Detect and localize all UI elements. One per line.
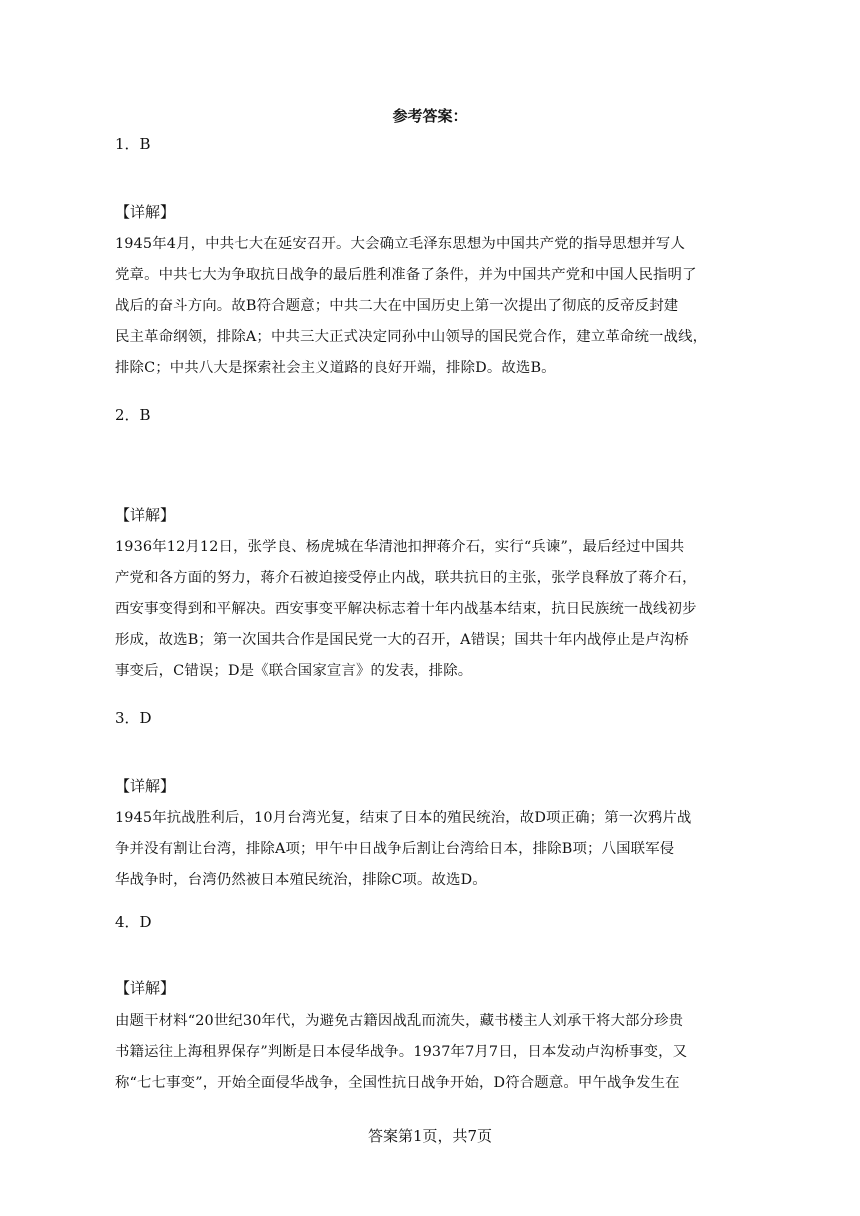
answer-label: 3．D	[115, 709, 152, 727]
detail-line: 形成，故选B；第一次国共合作是国民党一大的召开，A错误；国共十年内战停止是卢沟桥	[115, 632, 689, 648]
detail-line: 党章。中共七大为争取抗日战争的最后胜利准备了条件，并为中国共产党和中国人民指明了	[115, 267, 697, 283]
detail-line: 1936年12月12日，张学良、杨虎城在华清池扣押蒋介石，实行“兵谏”，最后经过中国共	[115, 539, 685, 555]
page-footer: 答案第1页，共7页	[367, 1127, 493, 1145]
detail-heading: 【详解】	[115, 203, 176, 221]
detail-line: 由题干材料“20世纪30年代，为避免古籍因战乱而流失，藏书楼主人刘承干将大部分珍贵	[115, 1013, 684, 1029]
detail-heading: 【详解】	[115, 777, 176, 795]
detail-line: 排除C；中共八大是探索社会主义道路的良好开端，排除D。故选B。	[115, 360, 556, 376]
detail-line: 战后的奋斗方向。故B符合题意；中共二大在中国历史上第一次提出了彻底的反帝反封建	[115, 298, 679, 314]
detail-line: 称“七七事变”，开始全面侵华战争，全国性抗日战争开始，D符合题意。甲午战争发生在	[115, 1075, 680, 1091]
answer-label: 1．B	[115, 135, 151, 153]
detail-heading: 【详解】	[115, 506, 176, 524]
detail-line: 争并没有割让台湾，排除A项；甲午中日战争后割让台湾给日本，排除B项；八国联军侵	[115, 841, 675, 857]
detail-line: 1945年抗战胜利后，10月台湾光复，结束了日本的殖民统治，故D项正确；第一次鸦片战	[115, 810, 692, 826]
answer-label: 2．B	[115, 406, 151, 424]
page-title: 参考答案：	[392, 107, 468, 125]
detail-line: 书籍运往上海租界保存”判断是日本侵华战争。1937年7月7日，日本发动卢沟桥事变，又	[115, 1044, 688, 1060]
detail-line: 事变后，C错误；D是《联合国家宣言》的发表，排除。	[115, 663, 473, 679]
detail-line: 民主革命纲领，排除A；中共三大正式决定同孙中山领导的国民党合作，建立革命统一战线，	[115, 329, 708, 345]
detail-line: 西安事变得到和平解决。西安事变平解决标志着十年内战基本结束，抗日民族统一战线初步	[115, 601, 697, 617]
answer-label: 4．D	[115, 913, 152, 931]
detail-line: 1945年4月，中共七大在延安召开。大会确立毛泽东思想为中国共产党的指导思想并写人	[115, 236, 685, 252]
detail-line: 华战争时，台湾仍然被日本殖民统治，排除C项。故选D。	[115, 872, 487, 888]
detail-heading: 【详解】	[115, 979, 176, 997]
detail-line: 产党和各方面的努力，蒋介石被迫接受停止内战，联共抗日的主张，张学良释放了蒋介石，	[115, 570, 697, 586]
